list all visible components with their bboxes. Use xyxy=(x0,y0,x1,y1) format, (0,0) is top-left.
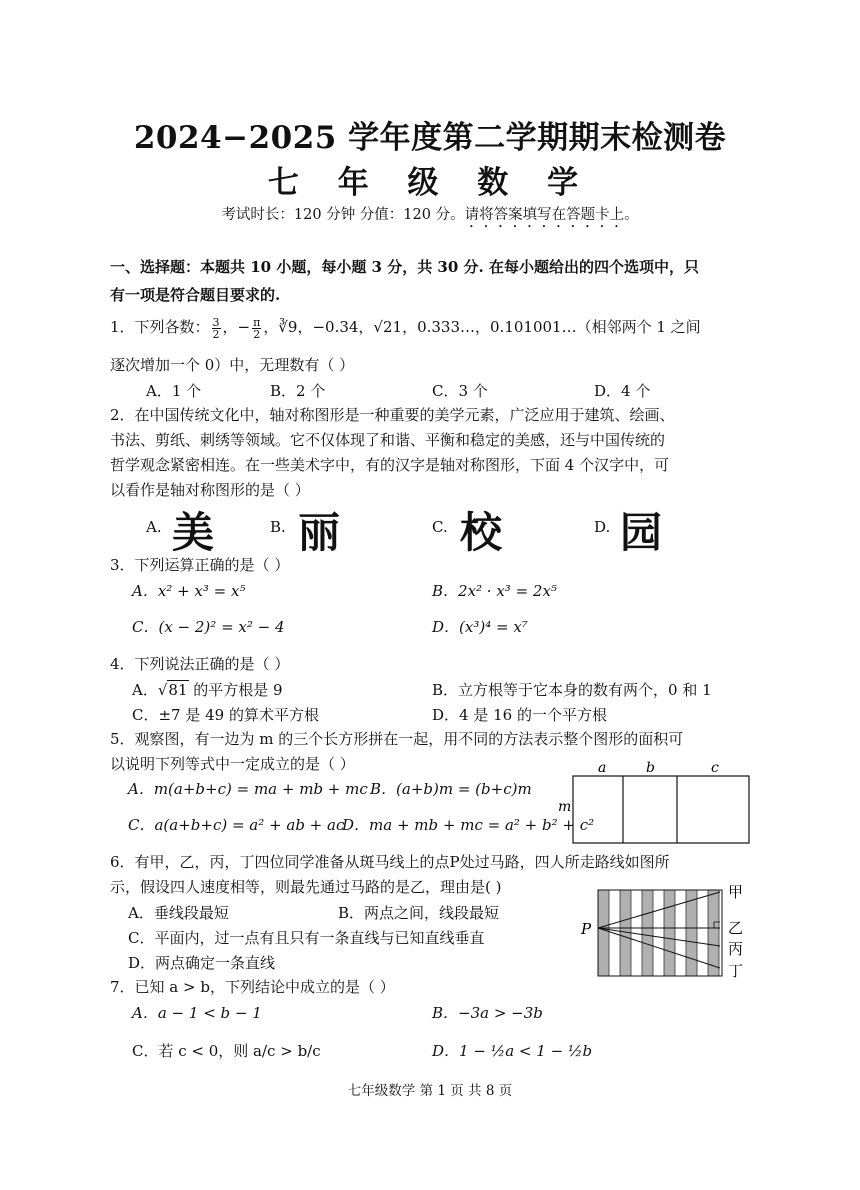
page-footer: 七年级数学 第 1 页 共 8 页 xyxy=(347,1083,513,1099)
q6-stem-line1: 6．有甲，乙，丙，丁四位同学准备从斑马线上的点P处过马路，四人所走路线如图所 xyxy=(110,853,670,871)
q2-label-c: C. xyxy=(432,518,448,536)
q4-a-radicand: 81 xyxy=(168,681,188,699)
q3-option-c: C．(x − 2)² = x² − 4 xyxy=(132,618,285,636)
q5-label-b: b xyxy=(646,760,655,776)
q6-label-bing: 丙 xyxy=(728,940,744,958)
q5-outer-rect xyxy=(573,776,749,843)
q1-prefix: 1．下列各数： xyxy=(110,318,210,336)
q4-option-c: C．±7 是 49 的算术平方根 xyxy=(132,706,319,724)
q1-option-d: D．4 个 xyxy=(594,382,651,400)
q1-frac2-den: 2 xyxy=(253,327,261,341)
q3-option-d: D．(x³)⁴ = x⁷ xyxy=(432,618,528,636)
q7-stem: 7．已知 a > b，下列结论中成立的是（ ） xyxy=(110,978,395,996)
q5-label-m: m xyxy=(558,799,572,815)
section-heading-line2: 有一项是符合题目要求的. xyxy=(110,286,281,304)
q2-char-yuan: 园 xyxy=(620,508,663,557)
route-ding xyxy=(598,928,720,968)
q3-option-b: B．2x² · x³ = 2x⁵ xyxy=(432,582,557,600)
q4-stem: 4．下列说法正确的是（ ） xyxy=(110,655,290,673)
q1-neg: ，− xyxy=(222,318,251,336)
q1-frac2-num: π xyxy=(253,315,261,329)
exam-title: 2024−2025 学年度第二学期期末检测卷 xyxy=(133,120,727,156)
q6-option-b: B．两点之间，线段最短 xyxy=(338,904,500,922)
q7-option-a: A．a − 1 < b − 1 xyxy=(132,1004,262,1022)
q6-option-a: A．垂线段最短 xyxy=(128,904,229,922)
exam-info-text: 考试时长：120 分钟 分值：120 分。 xyxy=(221,207,465,223)
q3-stem: 3．下列运算正确的是（ ） xyxy=(110,556,290,574)
q7-option-b: B．−3a > −3b xyxy=(432,1004,543,1022)
q5-option-b: B．(a+b)m = (b+c)m xyxy=(370,780,532,798)
q2-label-b: B. xyxy=(270,518,286,536)
q2-char-mei: 美 xyxy=(172,508,215,557)
q6-point-p: P xyxy=(581,920,592,938)
section-heading-line1: 一、选择题：本题共 10 小题，每小题 3 分，共 30 分. 在每小题给出的四个选项中，只 xyxy=(110,258,699,276)
q3-option-a: A．x² + x³ = x⁵ xyxy=(132,582,246,600)
q5-label-c: c xyxy=(711,760,719,776)
q5-option-a: A．m(a+b+c) = ma + mb + mc xyxy=(128,780,368,798)
q2-stem-line3: 哲学观念紧密相连。在一些美术字中，有的汉字是轴对称图形，下面 4 个汉字中，可 xyxy=(110,456,670,474)
exam-info xyxy=(0,203,860,231)
q5-option-d: D．ma + mb + mc = a² + b² + c² xyxy=(342,816,595,834)
q6-zebra-crossing-figure xyxy=(578,880,750,982)
q2-label-d: D. xyxy=(594,518,611,536)
q4-a-text: 的平方根是 9 xyxy=(188,681,283,699)
q6-option-d: D．两点确定一条直线 xyxy=(128,954,276,972)
q1-frac1-den: 2 xyxy=(212,327,220,341)
q5-stem-line2: 以说明下列等式中一定成立的是（ ） xyxy=(110,755,355,773)
route-jia xyxy=(598,892,720,928)
q5-option-c: C．a(a+b+c) = a² + ab + ac xyxy=(128,816,345,834)
zebra-stripes xyxy=(598,890,719,976)
q2-stem-line2: 书法、剪纸、刺绣等领域。它不仅体现了和谐、平衡和稳定的美感，还与中国传统的 xyxy=(110,431,666,449)
q1-option-a: A．1 个 xyxy=(146,382,202,400)
zebra-outline xyxy=(598,890,722,976)
q7-option-d: D．1 − ½a < 1 − ½b xyxy=(432,1042,593,1060)
q1-numbers: ，∛9，−0.34，√21，0.333…，0.101001…（相邻两个 1 之间 xyxy=(263,318,701,336)
q2-char-li: 丽 xyxy=(298,508,341,557)
q4-a-label: A． xyxy=(132,681,158,699)
q5-stem-line1: 5．观察图，有一边为 m 的三个长方形拼在一起，用不同的方法表示整个图形的面积可 xyxy=(110,730,684,748)
q2-label-a: A. xyxy=(146,518,162,536)
q7-option-c: C．若 c < 0，则 a/c > b/c xyxy=(132,1042,321,1060)
q1-frac1-num: 3 xyxy=(212,315,220,329)
q1-option-c: C．3 个 xyxy=(432,382,488,400)
q2-stem-line4: 以看作是轴对称图形的是（ ） xyxy=(110,481,310,499)
q5-label-a: a xyxy=(598,760,607,776)
q4-option-b: B．立方根等于它本身的数有两个，0 和 1 xyxy=(432,681,712,699)
route-bing xyxy=(598,928,720,946)
q2-stem-line1: 2．在中国传统文化中，轴对称图形是一种重要的美学元素，广泛应用于建筑、绘画、 xyxy=(110,406,675,424)
q1-stem-line2: 逐次增加一个 0）中，无理数有（ ） xyxy=(110,356,355,374)
q2-char-xiao: 校 xyxy=(460,508,503,557)
q1-frac-3-2 xyxy=(212,317,221,340)
q6-option-c: C．平面内，过一点有且只有一条直线与已知直线垂直 xyxy=(128,929,485,947)
q1-stem-line1 xyxy=(110,316,701,340)
exam-subject: 七 年 级 数 学 xyxy=(267,165,593,201)
q4-option-a: A．√81 的平方根是 9 xyxy=(132,681,283,699)
q1-option-b: B．2 个 xyxy=(270,382,326,400)
q6-label-jia: 甲 xyxy=(728,883,744,901)
exam-info-emphasis: 请将答案填写在答题卡上。 xyxy=(464,207,639,223)
q6-stem-line2: 示，假设四人速度相等，则最先通过马路的是乙，理由是( ) xyxy=(110,878,502,896)
q6-label-ding: 丁 xyxy=(728,962,744,980)
q5-rectangles-figure xyxy=(555,756,755,846)
q6-label-yi: 乙 xyxy=(728,919,744,937)
q4-option-d: D．4 是 16 的一个平方根 xyxy=(432,706,607,724)
q1-frac-pi-2 xyxy=(252,317,261,340)
